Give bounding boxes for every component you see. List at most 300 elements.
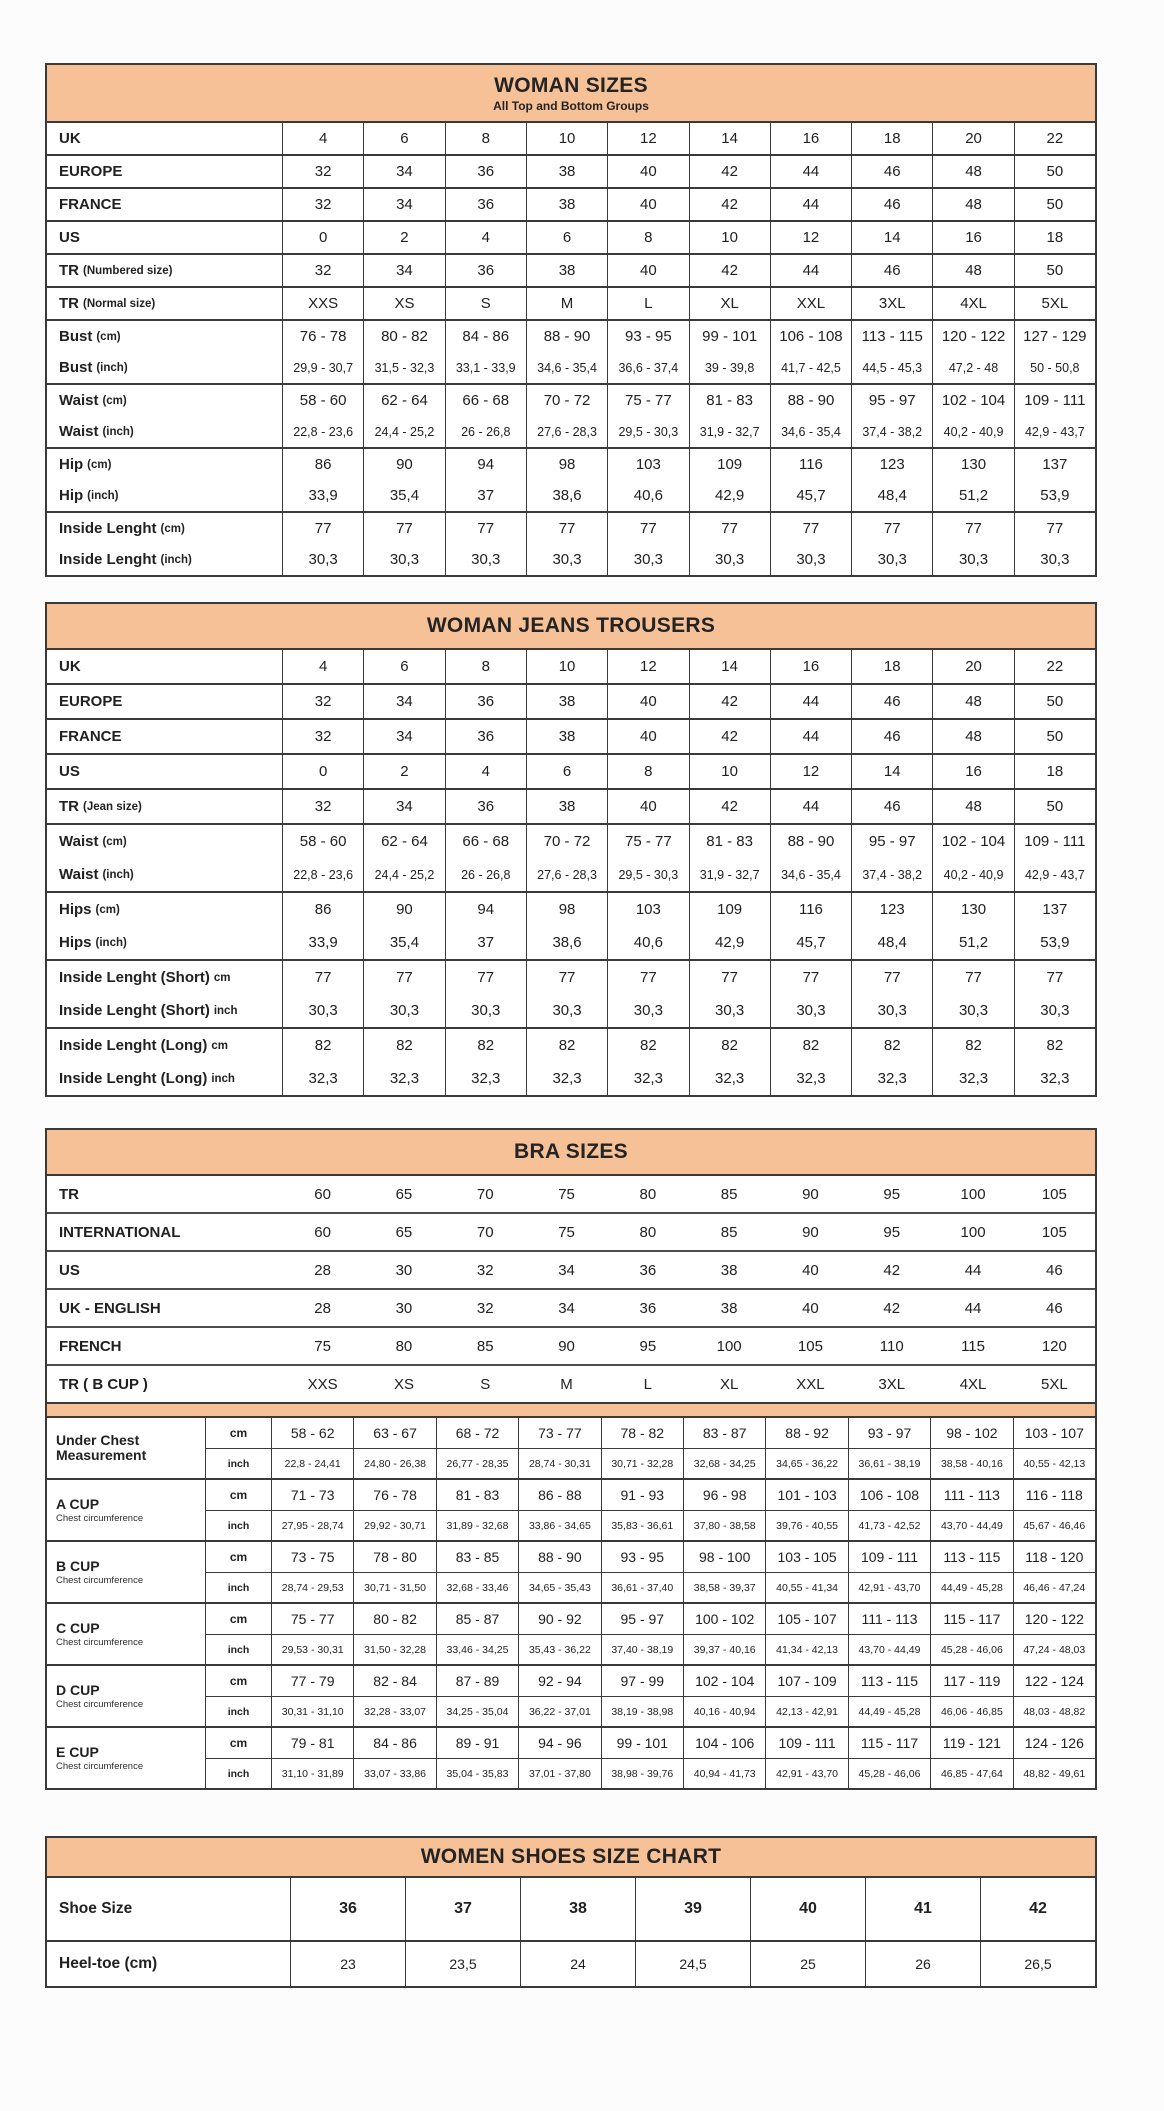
- row-label-text: Bust: [59, 359, 93, 376]
- table-cell: 46: [851, 189, 932, 220]
- table-cell: 102 - 104: [932, 825, 1013, 858]
- table-cell: 3XL: [878, 1375, 906, 1393]
- table-row: [47, 288, 1095, 319]
- table-cell: 80: [639, 1223, 657, 1241]
- table-row: [47, 544, 1095, 575]
- unit-cm-label: cm: [205, 1604, 271, 1634]
- table-cell: 34,65 - 35,43: [518, 1572, 600, 1602]
- table-cell: 26: [865, 1942, 980, 1986]
- table-cell: 33,1 - 33,9: [445, 352, 526, 383]
- table-cell: 45,28 - 46,06: [930, 1634, 1012, 1664]
- table-row-group: [47, 319, 1095, 383]
- table-cell: 29,5 - 30,3: [607, 858, 688, 891]
- table-cell: 48: [932, 255, 1013, 286]
- table-cell: 40,2 - 40,9: [932, 416, 1013, 447]
- table-cell: 90: [558, 1337, 575, 1355]
- table-row: [47, 893, 1095, 926]
- row-label: Shoe Size: [59, 1900, 133, 1917]
- table-cell: 40: [607, 189, 688, 220]
- table-cell: 40,55 - 42,13: [1013, 1448, 1095, 1478]
- table-cell: 29,9 - 30,7: [282, 352, 363, 383]
- table-cell: 12: [607, 123, 688, 154]
- cup-label-text: D CUP: [56, 1681, 100, 1698]
- table-row: [47, 321, 1095, 352]
- table-cell: 80 - 82: [353, 1604, 435, 1634]
- row-label: [47, 449, 282, 480]
- table-cell: 110: [879, 1337, 904, 1355]
- table-cell: 77: [689, 513, 770, 544]
- table-cell: 46,85 - 47,64: [930, 1758, 1012, 1788]
- row-label-suffix: (inch): [160, 553, 192, 566]
- table-cell: 81 - 83: [436, 1480, 518, 1510]
- table-cell: 130: [932, 449, 1013, 480]
- table-cell: 44: [770, 189, 851, 220]
- table-cell: 50 - 50,8: [1014, 352, 1095, 383]
- table-cell: 44,49 - 45,28: [848, 1696, 930, 1726]
- row-label: [47, 189, 282, 220]
- table-cell: 38: [520, 1878, 635, 1940]
- table-cell: 14: [851, 222, 932, 253]
- table-cell: 100: [960, 1185, 986, 1203]
- table-cell: 4XL: [932, 288, 1013, 319]
- table-cell: 95: [883, 1223, 901, 1241]
- table-row-group: [47, 1176, 1095, 1212]
- row-label-suffix: (inch): [102, 868, 134, 881]
- table-cell: 77: [445, 961, 526, 994]
- table-cell: 8: [445, 123, 526, 154]
- table-cell: 41,7 - 42,5: [770, 352, 851, 383]
- table-cell: 12: [770, 755, 851, 788]
- table-cell: 127 - 129: [1014, 321, 1095, 352]
- table-cell: 46: [851, 685, 932, 718]
- table-cell: 8: [445, 650, 526, 683]
- table-row: [47, 825, 1095, 858]
- table-cell: 93 - 95: [601, 1542, 683, 1572]
- jeans-trousers-body: [47, 650, 1095, 1095]
- table-cell: 101 - 103: [765, 1480, 847, 1510]
- table-cell: 25: [750, 1942, 865, 1986]
- table-row: [47, 255, 1095, 286]
- table-row: [47, 1062, 1095, 1095]
- table-cell: 18: [851, 650, 932, 683]
- table-cell: 92 - 94: [518, 1666, 600, 1696]
- table-cell: 40: [607, 156, 688, 187]
- table-cell: 4XL: [959, 1375, 987, 1393]
- table-cell: S: [480, 1375, 491, 1393]
- table-cell: 37: [445, 926, 526, 959]
- table-cell: 62 - 64: [363, 825, 444, 858]
- table-cell: 50: [1014, 720, 1095, 753]
- row-label-text: Inside Lenght (Long): [59, 1037, 208, 1054]
- table-cell: 77: [526, 961, 607, 994]
- table-cell: 30,3: [1014, 544, 1095, 575]
- table-cell: 42: [689, 720, 770, 753]
- table-cell: 32,3: [1014, 1062, 1095, 1095]
- table-cell: 38: [526, 720, 607, 753]
- row-label: [47, 1214, 282, 1250]
- unit-inch-label: inch: [205, 1696, 271, 1726]
- table-row-group: [47, 650, 1095, 683]
- table-cell: 29,53 - 30,31: [271, 1634, 353, 1664]
- table-row-group: [47, 959, 1095, 1027]
- table-cell: 45,28 - 46,06: [848, 1758, 930, 1788]
- row-label-text: TR: [59, 262, 79, 279]
- table-cell: 29,92 - 30,71: [353, 1510, 435, 1540]
- table-cell: 62 - 64: [363, 385, 444, 416]
- table-cell: 16: [932, 222, 1013, 253]
- table-cell: 40,55 - 41,34: [765, 1572, 847, 1602]
- bra-sizes-body: [47, 1176, 1095, 1402]
- bra-cup-group: [47, 1540, 1095, 1602]
- bra-cup-group: [47, 1602, 1095, 1664]
- table-cell: 30: [395, 1299, 413, 1317]
- table-cell: 84 - 86: [353, 1728, 435, 1758]
- table-cell: 43,70 - 44,49: [848, 1634, 930, 1664]
- table-cell: 88 - 90: [526, 321, 607, 352]
- cup-row-label: [47, 1666, 205, 1726]
- table-cell: 2: [363, 755, 444, 788]
- table-cell: 43,70 - 44,49: [930, 1510, 1012, 1540]
- table-cell: 70 - 72: [526, 385, 607, 416]
- table-cell: 77: [770, 961, 851, 994]
- table-cell: M: [526, 288, 607, 319]
- jeans-trousers-table: [45, 602, 1097, 1097]
- table-cell: 120: [1041, 1337, 1067, 1355]
- table-cell: 130: [932, 893, 1013, 926]
- unit-inch-label: inch: [205, 1448, 271, 1478]
- unit-cm-label: cm: [205, 1418, 271, 1448]
- table-cell: L: [643, 1375, 653, 1393]
- table-cell: 30,3: [607, 994, 688, 1027]
- table-cell: 116: [770, 893, 851, 926]
- table-cell: 82: [1014, 1029, 1095, 1062]
- table-cell: 103: [607, 893, 688, 926]
- table-cell: 30,3: [932, 994, 1013, 1027]
- table-row-group: [47, 1364, 1095, 1402]
- table-cell: 8: [607, 222, 688, 253]
- row-label: [47, 321, 282, 352]
- table-cell: 36: [639, 1299, 657, 1317]
- table-cell: 98: [526, 449, 607, 480]
- unit-cm-label: cm: [205, 1666, 271, 1696]
- table-cell: 4: [282, 123, 363, 154]
- table-cell: 105: [797, 1337, 823, 1355]
- table-cell: 32,3: [445, 1062, 526, 1095]
- table-cell: 31,5 - 32,3: [363, 352, 444, 383]
- table-cell: 37,01 - 37,80: [518, 1758, 600, 1788]
- table-cell: 30,3: [689, 544, 770, 575]
- table-cell: 75 - 77: [607, 825, 688, 858]
- table-cell: 86: [282, 449, 363, 480]
- table-row: [47, 416, 1095, 447]
- table-cell: 117 - 119: [930, 1666, 1012, 1696]
- row-label: [47, 685, 282, 718]
- table-cell: 66 - 68: [445, 825, 526, 858]
- row-label: [47, 926, 282, 959]
- table-cell: 47,2 - 48: [932, 352, 1013, 383]
- table-cell: 32: [476, 1261, 494, 1279]
- table-cell: 111 - 113: [930, 1480, 1012, 1510]
- table-cell: 26,5: [980, 1942, 1095, 1986]
- table-cell: 22,8 - 23,6: [282, 858, 363, 891]
- table-cell: 96 - 98: [683, 1480, 765, 1510]
- table-cell: 30,3: [770, 544, 851, 575]
- row-label: [47, 288, 282, 319]
- table-cell: 41,34 - 42,13: [765, 1634, 847, 1664]
- table-cell: 38,6: [526, 480, 607, 511]
- table-cell: 32,68 - 34,25: [683, 1448, 765, 1478]
- row-label: [47, 352, 282, 383]
- table-cell: 42: [689, 685, 770, 718]
- table-cell: 88 - 92: [765, 1418, 847, 1448]
- table-cell: 95 - 97: [851, 385, 932, 416]
- table-cell: 32,3: [282, 1062, 363, 1095]
- table-cell: 42: [883, 1299, 901, 1317]
- table-cell: XXS: [307, 1375, 338, 1393]
- table-cell: 34: [363, 685, 444, 718]
- table-cell: 12: [770, 222, 851, 253]
- row-label: [47, 222, 282, 253]
- jeans-trousers-header: [47, 604, 1095, 650]
- table-cell: 38: [720, 1299, 738, 1317]
- table-cell: 30,3: [851, 994, 932, 1027]
- table-cell: 89 - 91: [436, 1728, 518, 1758]
- table-cell: 80: [395, 1337, 413, 1355]
- table-cell: 58 - 62: [271, 1418, 353, 1448]
- table-cell: 28,74 - 30,31: [518, 1448, 600, 1478]
- table-cell: 32,68 - 33,46: [436, 1572, 518, 1602]
- table-cell: 30,3: [526, 544, 607, 575]
- table-cell: 109 - 111: [1014, 825, 1095, 858]
- table-cell: 115 - 117: [848, 1728, 930, 1758]
- table-cell: 30,3: [932, 544, 1013, 575]
- table-cell: 118 - 120: [1013, 1542, 1095, 1572]
- table-cell: 30,3: [607, 544, 688, 575]
- table-cell: 109 - 111: [765, 1728, 847, 1758]
- table-cell: 45,7: [770, 480, 851, 511]
- table-cell: 90: [802, 1185, 819, 1203]
- row-label: [47, 961, 282, 994]
- table-cell: 26,77 - 28,35: [436, 1448, 518, 1478]
- table-cell: 109 - 111: [1014, 385, 1095, 416]
- table-cell: XXL: [770, 288, 851, 319]
- table-cell: 30,3: [851, 544, 932, 575]
- table-cell: 86 - 88: [518, 1480, 600, 1510]
- row-label-text: TR: [59, 1185, 79, 1203]
- table-cell: 32: [282, 156, 363, 187]
- row-label: [47, 1366, 282, 1402]
- table-cell: 95 - 97: [851, 825, 932, 858]
- table-cell: 42,9: [689, 480, 770, 511]
- bra-sizes-header: [47, 1130, 1095, 1176]
- table-row-group: [47, 1326, 1095, 1364]
- table-cell: 33,07 - 33,86: [353, 1758, 435, 1788]
- table-cell: 3XL: [851, 288, 932, 319]
- table-cell: 82: [607, 1029, 688, 1062]
- table-row-group: [47, 1250, 1095, 1288]
- table-cell: 18: [1014, 755, 1095, 788]
- table-cell: 35,04 - 35,83: [436, 1758, 518, 1788]
- table-row: [47, 720, 1095, 753]
- cup-label-text: A CUP: [56, 1495, 100, 1512]
- table-cell: 16: [770, 123, 851, 154]
- table-cell: 0: [282, 755, 363, 788]
- table-cell: 120 - 122: [1013, 1604, 1095, 1634]
- table-cell: 44,49 - 45,28: [930, 1572, 1012, 1602]
- table-row-group: [47, 447, 1095, 511]
- table-cell: 34: [363, 790, 444, 823]
- table-cell: 30,3: [1014, 994, 1095, 1027]
- table-row: [47, 480, 1095, 511]
- table-cell: 81 - 83: [689, 385, 770, 416]
- table-cell: 26 - 26,8: [445, 858, 526, 891]
- table-cell: 33,86 - 34,65: [518, 1510, 600, 1540]
- bra-cup-group: [47, 1664, 1095, 1726]
- table-cell: 106 - 108: [848, 1480, 930, 1510]
- row-label: [47, 544, 282, 575]
- table-row: [47, 352, 1095, 383]
- table-cell: XXS: [282, 288, 363, 319]
- table-cell: 44: [770, 790, 851, 823]
- table-cell: 98 - 100: [683, 1542, 765, 1572]
- table-cell: 22: [1014, 123, 1095, 154]
- woman-sizes-subtitle: All Top and Bottom Groups: [493, 98, 649, 113]
- table-cell: XL: [719, 1375, 739, 1393]
- table-cell: 6: [526, 755, 607, 788]
- table-cell: 88 - 90: [770, 385, 851, 416]
- table-cell: 104 - 106: [683, 1728, 765, 1758]
- table-cell: 79 - 81: [271, 1728, 353, 1758]
- table-cell: 48,4: [851, 926, 932, 959]
- row-label: [47, 1252, 282, 1288]
- table-cell: 27,6 - 28,3: [526, 416, 607, 447]
- table-cell: 77: [363, 513, 444, 544]
- table-cell: 100: [716, 1337, 742, 1355]
- table-cell: 105 - 107: [765, 1604, 847, 1634]
- row-label-text: US: [59, 763, 80, 780]
- table-cell: 115: [961, 1337, 985, 1355]
- table-cell: 32: [282, 790, 363, 823]
- table-cell: 103 - 107: [1013, 1418, 1095, 1448]
- table-cell: 30,3: [445, 544, 526, 575]
- table-cell: 35,4: [363, 480, 444, 511]
- table-cell: 82 - 84: [353, 1666, 435, 1696]
- table-cell: 113 - 115: [848, 1666, 930, 1696]
- table-cell: 98: [526, 893, 607, 926]
- table-cell: 14: [689, 650, 770, 683]
- table-cell: 46: [851, 255, 932, 286]
- cup-label-sub: Chest circumference: [56, 1512, 144, 1524]
- table-cell: 50: [1014, 790, 1095, 823]
- table-cell: 137: [1014, 893, 1095, 926]
- row-label-text: UK: [59, 130, 81, 147]
- table-cell: 37,4 - 38,2: [851, 858, 932, 891]
- woman-sizes-title: WOMAN SIZES: [494, 73, 648, 97]
- row-label-suffix: cm: [213, 971, 231, 984]
- table-cell: M: [560, 1375, 573, 1393]
- table-cell: 98 - 102: [930, 1418, 1012, 1448]
- table-cell: 48,82 - 49,61: [1013, 1758, 1095, 1788]
- table-cell: 100 - 102: [683, 1604, 765, 1634]
- table-cell: 18: [1014, 222, 1095, 253]
- table-cell: 36,6 - 37,4: [607, 352, 688, 383]
- row-label-suffix: (cm): [102, 394, 127, 407]
- table-cell: 10: [689, 222, 770, 253]
- table-cell: 76 - 78: [353, 1480, 435, 1510]
- table-cell: 32,3: [526, 1062, 607, 1095]
- table-row-group: [47, 253, 1095, 286]
- table-row: [47, 449, 1095, 480]
- cup-label-sub: Chest circumference: [56, 1698, 144, 1710]
- table-cell: 113 - 115: [930, 1542, 1012, 1572]
- table-cell: 38: [526, 189, 607, 220]
- table-cell: 77: [526, 513, 607, 544]
- table-cell: 51,2: [932, 926, 1013, 959]
- table-cell: 31,9 - 32,7: [689, 858, 770, 891]
- table-cell: 73 - 77: [518, 1418, 600, 1448]
- table-row: [47, 650, 1095, 683]
- table-cell: 0: [282, 222, 363, 253]
- table-cell: 103: [607, 449, 688, 480]
- table-cell: 31,89 - 32,68: [436, 1510, 518, 1540]
- row-label-text: Waist: [59, 866, 99, 883]
- table-cell: 27,6 - 28,3: [526, 858, 607, 891]
- row-label: [47, 893, 282, 926]
- table-cell: 46: [1046, 1261, 1063, 1279]
- table-cell: 6: [526, 222, 607, 253]
- table-cell: 48,4: [851, 480, 932, 511]
- table-cell: 36: [445, 685, 526, 718]
- table-cell: 44: [964, 1299, 982, 1317]
- row-label: [47, 1029, 282, 1062]
- table-cell: 37,4 - 38,2: [851, 416, 932, 447]
- table-cell: 82: [689, 1029, 770, 1062]
- table-cell: 86: [282, 893, 363, 926]
- table-row-group: [47, 718, 1095, 753]
- table-cell: 5XL: [1040, 1375, 1068, 1393]
- table-cell: 46,46 - 47,24: [1013, 1572, 1095, 1602]
- row-label: Heel-toe (cm): [59, 1955, 158, 1972]
- bra-cup-group: [47, 1726, 1095, 1788]
- table-cell: 73 - 75: [271, 1542, 353, 1572]
- row-label: [47, 858, 282, 891]
- table-cell: 10: [526, 650, 607, 683]
- table-cell: 58 - 60: [282, 825, 363, 858]
- table-cell: 48: [932, 156, 1013, 187]
- table-row-group: [47, 511, 1095, 575]
- row-label-suffix: (cm): [95, 903, 120, 916]
- row-label: [47, 255, 282, 286]
- row-label-suffix: (inch): [96, 361, 128, 374]
- row-label-suffix: (cm): [102, 835, 127, 848]
- table-cell: 77: [607, 961, 688, 994]
- table-cell: 115 - 117: [930, 1604, 1012, 1634]
- unit-inch-label: inch: [205, 1572, 271, 1602]
- table-cell: 8: [607, 755, 688, 788]
- table-cell: 44,5 - 45,3: [851, 352, 932, 383]
- table-cell: 33,9: [282, 926, 363, 959]
- table-cell: 46: [851, 720, 932, 753]
- table-cell: 77: [932, 513, 1013, 544]
- table-cell: 77: [363, 961, 444, 994]
- table-cell: 88 - 90: [518, 1542, 600, 1572]
- table-row-group: [47, 383, 1095, 447]
- table-cell: 109: [689, 893, 770, 926]
- table-cell: 70 - 72: [526, 825, 607, 858]
- row-label: [47, 1290, 282, 1326]
- table-cell: 36: [445, 790, 526, 823]
- table-cell: 39,37 - 40,16: [683, 1634, 765, 1664]
